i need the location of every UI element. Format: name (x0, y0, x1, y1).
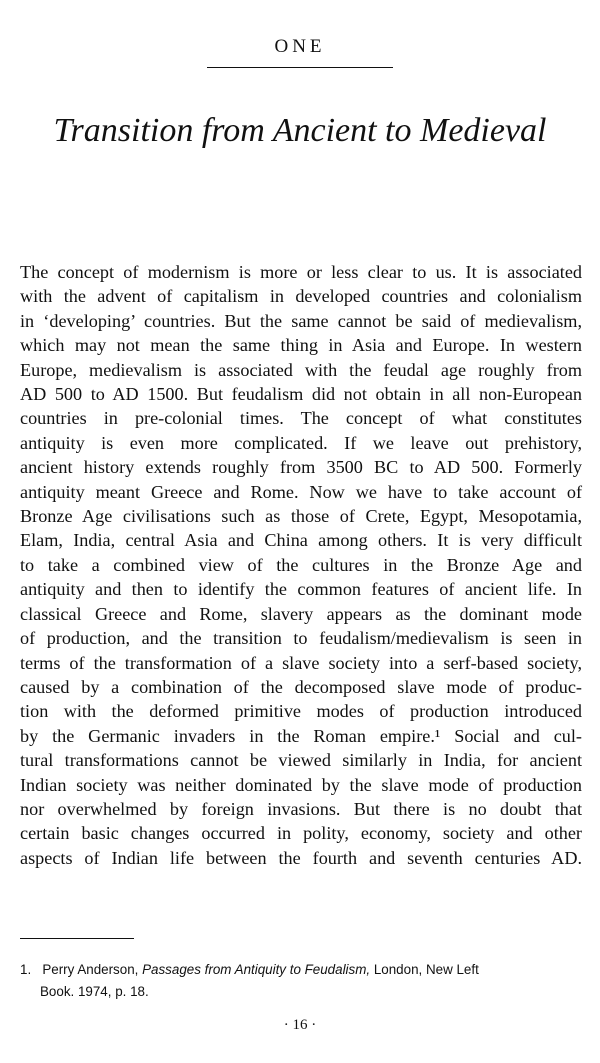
body-line: with the advent of capitalism in developed countries and colonialism (20, 286, 582, 307)
body-line: ancient history extends roughly from 3500 BC to AD 500. Formerly (20, 457, 582, 478)
body-line: tion with the deformed primitive modes of production introduced (20, 701, 582, 722)
body-paragraph (20, 260, 582, 870)
body-line: countries in pre-colonial times. The concept of what constitutes (20, 408, 582, 429)
footnote-work-title: Passages from Antiquity to Feudalism, (142, 962, 371, 977)
body-line: The concept of modernism is more or less clear to us. It is associated (20, 262, 582, 282)
footnote-line: Book. 1974, p. 18. (40, 984, 149, 999)
chapter-number: ONE (274, 36, 326, 57)
body-line: certain basic changes occurred in polity, economy, society and other (20, 823, 582, 844)
body-line: terms of the transformation of a slave society into a serf-based society, (20, 652, 582, 673)
body-line: in ‘developing’ countries. But the same cannot be said of medievalism, (20, 310, 582, 331)
body-line: AD 500 to AD 1500. But feudalism did not obtain in all non-European (20, 384, 582, 405)
footnote-divider (20, 938, 134, 939)
body-line: antiquity and then to identify the common features of ancient life. In (20, 579, 582, 600)
footnote-publisher: London, New Left (373, 962, 479, 977)
body-line: Indian society was neither dominated by the slave mode of production (20, 774, 582, 795)
body-line: nor overwhelmed by foreign invasions. But there is no doubt that (20, 798, 582, 819)
footnote (20, 959, 582, 1003)
body-line: caused by a combination of the decomposed slave mode of produc- (20, 676, 582, 697)
body-line: tural transformations cannot be viewed similarly in India, for ancient (20, 750, 582, 771)
body-line: which may not mean the same thing in Asia and Europe. In western (20, 335, 582, 356)
body-line: Elam, India, central Asia and China among others. It is very difficult (20, 530, 582, 551)
body-line: to take a combined view of the cultures in the Bronze Age and (20, 554, 582, 575)
chapter-title: Transition from Ancient to Medieval (53, 112, 547, 149)
body-line: Bronze Age civilisations such as those of Crete, Egypt, Mesopotamia, (20, 506, 582, 527)
body-line: Europe, medievalism is associated with the feudal age roughly from (20, 359, 582, 380)
footnote-author: Perry Anderson, (42, 962, 139, 977)
footnote-marker: 1. (20, 962, 32, 977)
chapter-divider (207, 67, 393, 68)
page-number: · 16 · (283, 1017, 317, 1033)
body-line: antiquity meant Greece and Rome. Now we have to take account of (20, 481, 582, 502)
body-line: classical Greece and Rome, slavery appears as the dominant mode (20, 603, 582, 624)
footnote-line (20, 959, 582, 981)
body-line: aspects of Indian life between the fourth and seventh centuries AD. (20, 847, 582, 868)
body-line: antiquity is even more complicated. If we leave out prehistory, (20, 432, 582, 453)
body-line: of production, and the transition to feudalism/medievalism is seen in (20, 628, 582, 649)
body-line: by the Germanic invaders in the Roman empire.¹ Social and cul- (20, 725, 582, 746)
